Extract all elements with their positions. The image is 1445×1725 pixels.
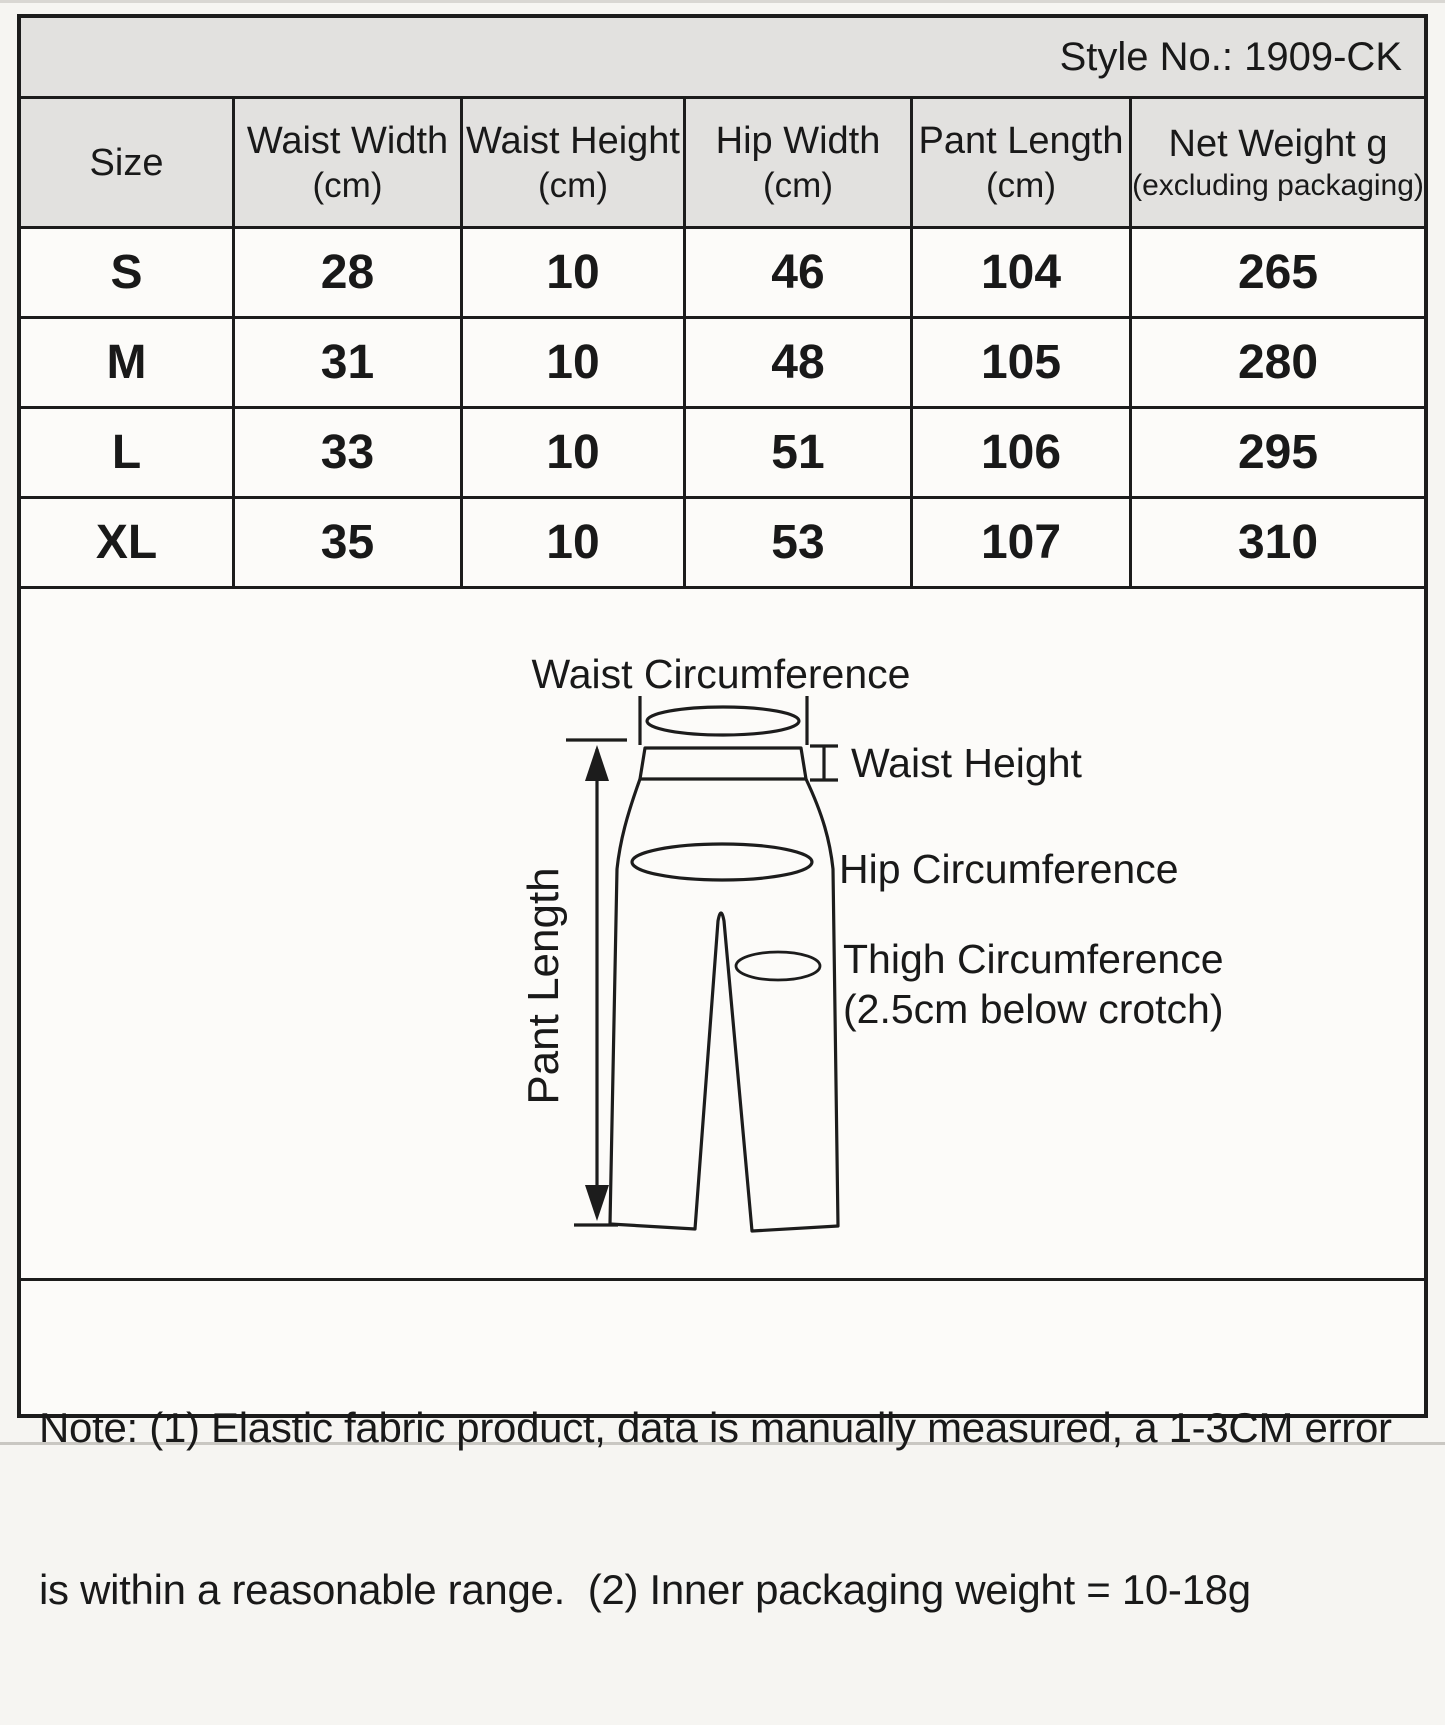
col-header-hip-width: Hip Width (cm) [686, 99, 913, 226]
cell-net-weight: 265 [1237, 246, 1319, 299]
col-header-waist-width: Waist Width (cm) [235, 99, 463, 226]
table-row-xl [21, 499, 1424, 589]
col-header-size: Size [21, 99, 235, 226]
cell-hip-width: 48 [686, 319, 913, 406]
cell-waist-width: 33 [235, 409, 463, 496]
pant-length-label: Pant Length [519, 867, 568, 1105]
cell-size: M [21, 319, 235, 406]
note-line-1: Note: (1) Elastic fabric product, data is manually measured, a 1-3CM error [39, 1404, 1392, 1451]
cell-waist-height: 10 [463, 229, 686, 316]
waist-height-ibeam [810, 746, 838, 780]
waist-ellipse [647, 707, 799, 735]
table-header-row [21, 99, 1424, 229]
table-row-s [21, 229, 1424, 319]
cell-pant-length: 106 [913, 409, 1132, 496]
cell-pant-length: 107 [913, 499, 1132, 586]
cell-size: L [21, 409, 235, 496]
cell-hip-width: 46 [686, 229, 913, 316]
cell-waist-height: 10 [463, 499, 686, 586]
cell-net-weight: 310 [1237, 516, 1319, 569]
cell-hip-width: 53 [686, 499, 913, 586]
cell-net-weight: 295 [1237, 426, 1319, 479]
note-line-2: is within a reasonable range. (2) Inner packaging weight = 10-18g [39, 1566, 1251, 1613]
cell-waist-height: 10 [463, 409, 686, 496]
note-section [21, 1281, 1424, 1613]
col-header-net-weight: Net Weight g (excluding packaging) [1132, 122, 1424, 202]
cell-size: S [21, 229, 235, 316]
pants-outline [610, 779, 838, 1231]
arrowhead-down [585, 1185, 609, 1221]
cell-pant-length: 105 [913, 319, 1132, 406]
hip-ellipse [632, 844, 812, 880]
cell-net-weight: 280 [1237, 336, 1319, 389]
arrowhead-up [585, 745, 609, 781]
measurement-diagram [21, 589, 1424, 1281]
col-header-waist-height: Waist Height (cm) [463, 99, 686, 226]
hip-circumference-label: Hip Circumference [839, 846, 1179, 892]
style-number-label: Style No.: 1909-CK [1059, 34, 1402, 79]
waistband [640, 748, 806, 779]
table-row-m [21, 319, 1424, 409]
table-row-l [21, 409, 1424, 499]
photo-edge-top [0, 0, 1445, 3]
thigh-circumference-label: Thigh Circumference [843, 936, 1224, 982]
cell-waist-height: 10 [463, 319, 686, 406]
thigh-ellipse [736, 952, 820, 980]
cell-size: XL [21, 499, 235, 586]
cell-waist-width: 28 [235, 229, 463, 316]
col-header-pant-length: Pant Length (cm) [913, 99, 1132, 226]
thigh-circumference-sublabel: (2.5cm below crotch) [843, 986, 1224, 1032]
cell-waist-width: 35 [235, 499, 463, 586]
waist-circumference-label: Waist Circumference [531, 651, 911, 697]
size-chart-sheet [17, 14, 1428, 1613]
cell-waist-width: 31 [235, 319, 463, 406]
cell-hip-width: 51 [686, 409, 913, 496]
waist-height-label: Waist Height [851, 740, 1082, 786]
pants-diagram-svg [21, 589, 1424, 1278]
cell-pant-length: 104 [913, 229, 1132, 316]
style-number-bar [21, 18, 1424, 99]
